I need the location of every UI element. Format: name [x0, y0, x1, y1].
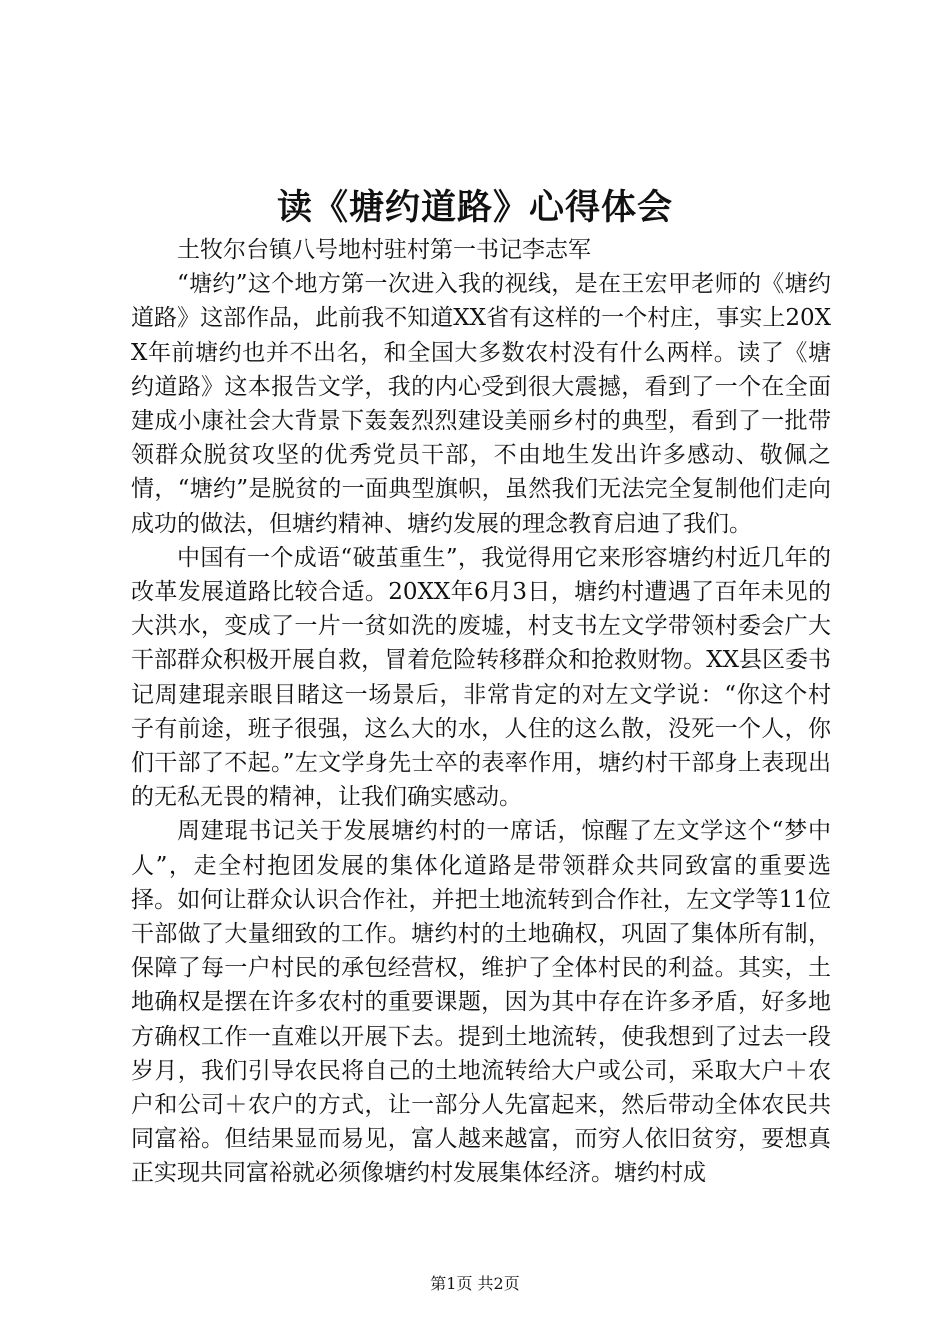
- page-indicator: 第1页 共2页: [430, 1274, 520, 1293]
- paragraph-1: “塘约”这个地方第一次进入我的视线，是在王宏甲老师的《塘约道路》这部作品，此前我不知道XX省有这样的一个村庄，事实上20XX年前塘约也并不出名，和全国大多数农村没有什么两样。读了《塘约道路》这本报告文学，我的内心受到很大震撼，看到了一个在全面建成小康社会大背景下轰轰烈烈建设美丽乡村的典型，看到了一批带领群众脱贫攻坚的优秀党员干部，不由地生发出许多感动、敬佩之情，“塘约”是脱贫的一面典型旗帜，虽然我们无法完全复制他们走向成功的做法，但塘约精神、塘约发展的理念教育启迪了我们。: [131, 271, 831, 537]
- paragraph-3: 周建琨书记关于发展塘约村的一席话，惊醒了左文学这个“梦中人”，走全村抱团发展的集体化道路是带领群众共同致富的重要选择。如何让群众认识合作社，并把土地流转到合作社，左文学等11位干部做了大量细致的工作。塘约村的土地确权，巩固了集体所有制，保障了每一户村民的承包经营权，维护了全体村民的利益。其实，土地确权是摆在许多农村的重要课题，因为其中存在许多矛盾，好多地方确权工作一直难以开展下去。提到土地流转，使我想到了过去一段岁月，我们引导农民将自己的土地流转给大户或公司，采取大户＋农户和公司＋农户的方式，让一部分人先富起来，然后带动全体农民共同富裕。但结果显而易见，富人越来越富，而穷人依旧贫穷，要想真正实现共同富裕就必须像塘约村发展集体经济。塘约村成: [131, 818, 831, 1187]
- document-body: [131, 233, 831, 1191]
- paragraph-2: 中国有一个成语“破茧重生”，我觉得用它来形容塘约村近几年的改革发展道路比较合适。20XX年6月3日，塘约村遭遇了百年未见的大洪水，变成了一片一贫如洗的废墟，村支书左文学带领村委会广大干部群众积极开展自救，冒着危险转移群众和抢救财物。XX县区委书记周建琨亲眼目睹这一场景后，非常肯定的对左文学说：“你这个村子有前途，班子很强，这么大的水，人住的这么散，没死一个人，你们干部了不起。”左文学身先士卒的表率作用，塘约村干部身上表现出的无私无畏的精神，让我们确实感动。: [131, 544, 831, 811]
- document-title: 读《塘约道路》心得体会: [276, 187, 673, 228]
- author-line: 土牧尔台镇八号地村驻村第一书记李志军: [177, 237, 591, 263]
